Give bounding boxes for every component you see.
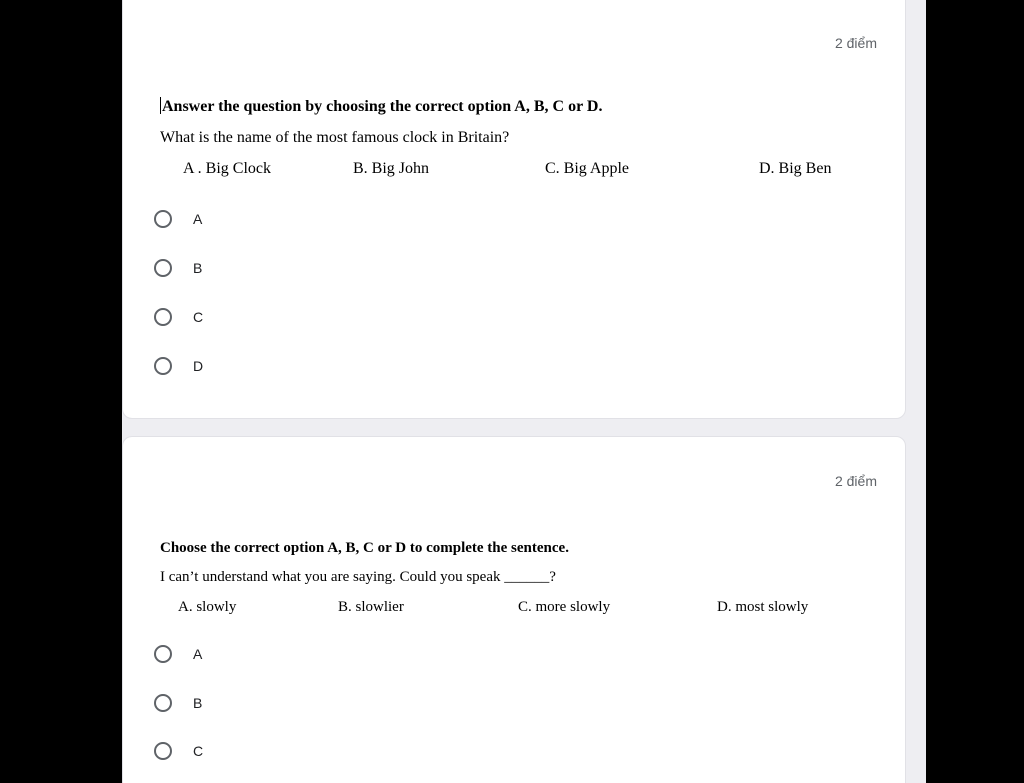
radio-option-a[interactable] [154,206,202,232]
radio-option-c[interactable] [154,738,203,764]
question-prompt: What is the name of the most famous clock in Britain? [160,129,510,146]
radio-circle-icon[interactable] [154,210,172,228]
radio-option-label: B [193,695,203,711]
text-cursor [160,97,161,114]
radio-option-label: A [193,646,203,662]
radio-option-label: D [193,358,204,374]
radio-option-label: C [193,309,204,325]
radio-option-label: A [193,211,203,227]
radio-circle-icon[interactable] [154,259,172,277]
points-label: 2 điểm [834,35,877,51]
radio-circle-icon[interactable] [154,357,172,375]
question-instruction [160,97,602,116]
radio-option-b[interactable] [154,255,202,281]
radio-option-d[interactable] [154,353,203,379]
answer-option-text: A . Big Clock [183,160,272,177]
question-card [122,0,906,419]
radio-option-b[interactable] [154,690,202,716]
question-prompt: I can’t understand what you are saying. Could you speak ______? [160,569,556,585]
radio-option-a[interactable] [154,641,202,667]
answer-option-text: D. Big Ben [759,160,832,177]
answer-option-text: D. most slowly [717,599,809,615]
question-instruction: Choose the correct option A, B, C or D to complete the sentence. [160,540,569,556]
answer-option-text: B. Big John [353,160,430,177]
radio-option-label: B [193,260,203,276]
points-label: 2 điểm [834,473,877,489]
instruction-text: Answer the question by choosing the correct option A, B, C or D. [162,98,603,115]
radio-option-c[interactable] [154,304,203,330]
radio-circle-icon[interactable] [154,645,172,663]
answer-option-text: C. more slowly [518,599,611,615]
radio-option-label: C [193,743,204,759]
question-card [122,436,906,783]
answer-option-text: B. slowlier [338,599,404,615]
radio-circle-icon[interactable] [154,308,172,326]
radio-circle-icon[interactable] [154,742,172,760]
answer-option-text: C. Big Apple [545,160,630,177]
answer-option-text: A. slowly [178,599,237,615]
form-page [122,0,926,783]
radio-circle-icon[interactable] [154,694,172,712]
